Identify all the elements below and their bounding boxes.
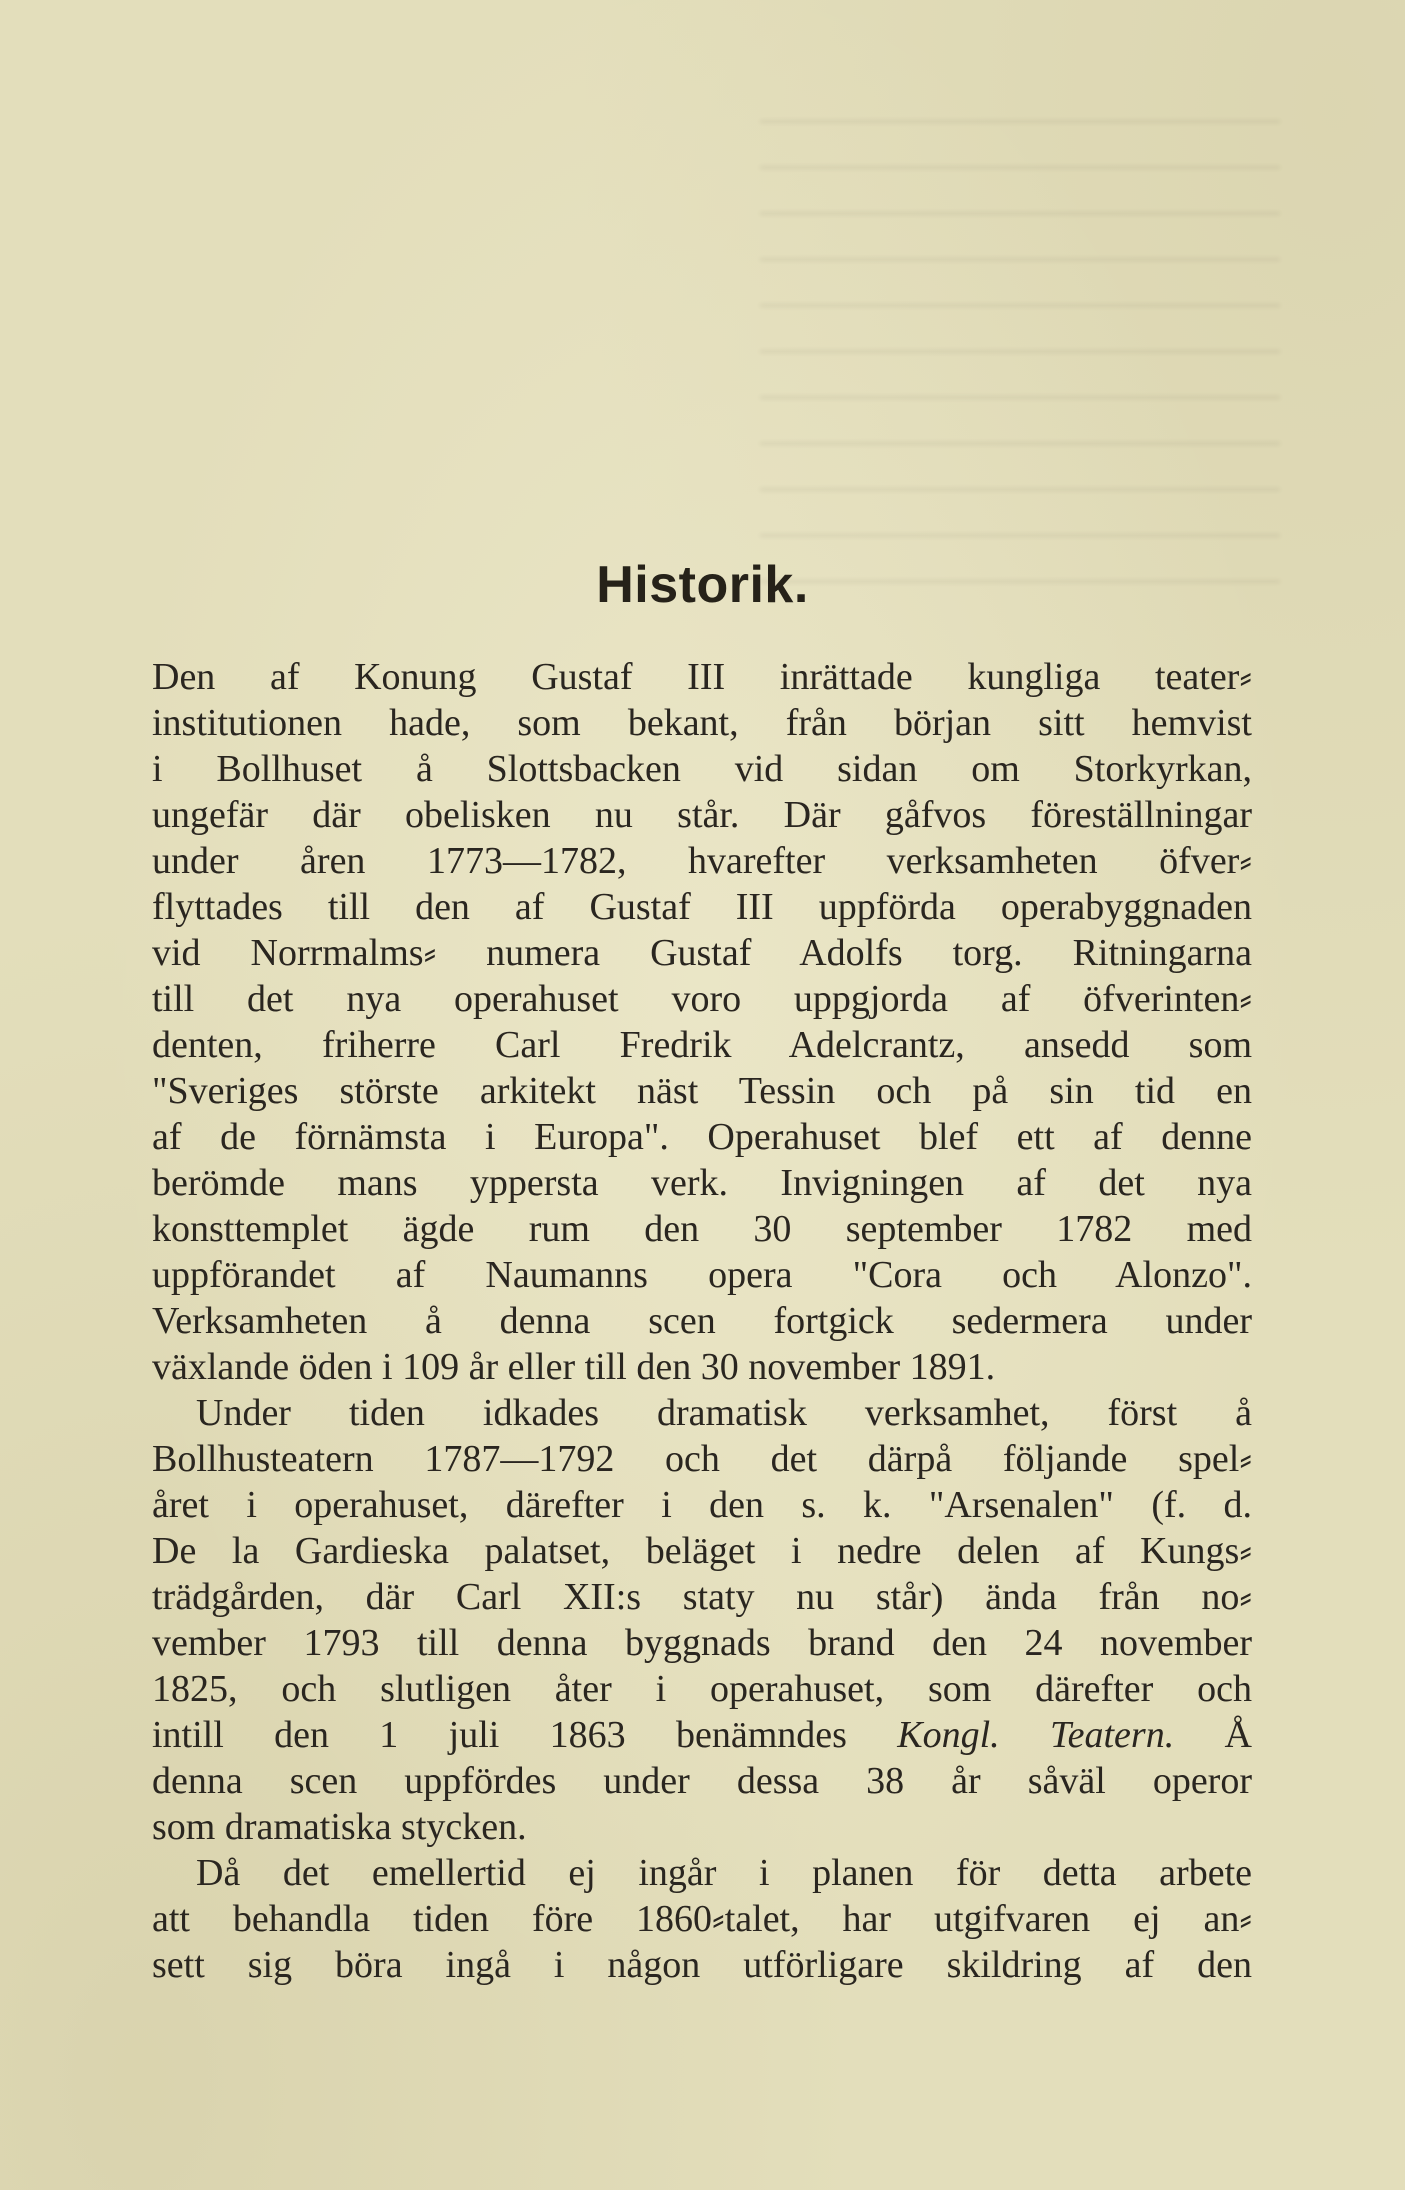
text-line: af de förnämsta i Europa". Operahuset blef ett af denne: [152, 1116, 1252, 1158]
page-title: Historik.: [596, 556, 809, 614]
bleed-through-text: [760, 120, 1280, 600]
text-line: institutionen hade, som bekant, från början sitt hemvist: [152, 702, 1252, 744]
text-line: De la Gardieska palatset, beläget i nedre delen af Kungs⸗: [152, 1530, 1252, 1572]
text-line: flyttades till den af Gustaf III uppförda operabyggnaden: [152, 886, 1252, 928]
italic-title: Kongl. Teatern.: [897, 1714, 1175, 1756]
text-line: ungefär där obelisken nu står. Där gåfvos föreställningar: [152, 794, 1252, 836]
text-line: i Bollhuset å Slottsbacken vid sidan om Storkyrkan,: [152, 748, 1252, 790]
text-line: växlande öden i 109 år eller till den 30 november 1891.: [152, 1346, 996, 1388]
text-line: Den af Konung Gustaf III inrättade kungliga teater⸗: [152, 656, 1252, 698]
text-line: året i operahuset, därefter i den s. k. "Arsenalen" (f. d.: [152, 1484, 1252, 1526]
text-line: att behandla tiden före 1860⸗talet, har utgifvaren ej an⸗: [152, 1898, 1252, 1940]
text-line: trädgården, där Carl XII:s staty nu står) ända från no⸗: [152, 1576, 1252, 1618]
text-segment: intill den 1 juli 1863 benämndes: [152, 1714, 847, 1756]
text-line-with-italic: [152, 1712, 1252, 1758]
text-line: Verksamheten å denna scen fortgick sedermera under: [152, 1300, 1252, 1342]
text-line: denten, friherre Carl Fredrik Adelcrantz, ansedd som: [152, 1024, 1252, 1066]
text-line: "Sveriges störste arkitekt näst Tessin och på sin tid en: [152, 1070, 1252, 1112]
text-line: denna scen uppfördes under dessa 38 år såväl operor: [152, 1760, 1252, 1802]
body-text: [152, 654, 1252, 1988]
text-line: sett sig böra ingå i någon utförligare skildring af den: [152, 1944, 1252, 1986]
text-line: som dramatiska stycken.: [152, 1806, 527, 1848]
text-segment: Å: [1224, 1714, 1252, 1756]
text-line: till det nya operahuset voro uppgjorda af öfverinten⸗: [152, 978, 1252, 1020]
text-line: under åren 1773—1782, hvarefter verksamheten öfver⸗: [152, 840, 1252, 882]
text-line: Då det emellertid ej ingår i planen för detta arbete: [196, 1852, 1252, 1894]
text-line: Under tiden idkades dramatisk verksamhet, först å: [196, 1392, 1252, 1434]
text-line: Bollhusteatern 1787—1792 och det därpå följande spel⸗: [152, 1438, 1252, 1480]
text-line: vember 1793 till denna byggnads brand den 24 november: [152, 1622, 1252, 1664]
text-line: berömde mans yppersta verk. Invigningen af det nya: [152, 1162, 1252, 1204]
text-line: konsttemplet ägde rum den 30 september 1782 med: [152, 1208, 1252, 1250]
text-line: 1825, och slutligen åter i operahuset, som därefter och: [152, 1668, 1252, 1710]
text-line: uppförandet af Naumanns opera "Cora och Alonzo".: [152, 1254, 1252, 1296]
text-line: vid Norrmalms⸗ numera Gustaf Adolfs torg. Ritningarna: [152, 932, 1252, 974]
